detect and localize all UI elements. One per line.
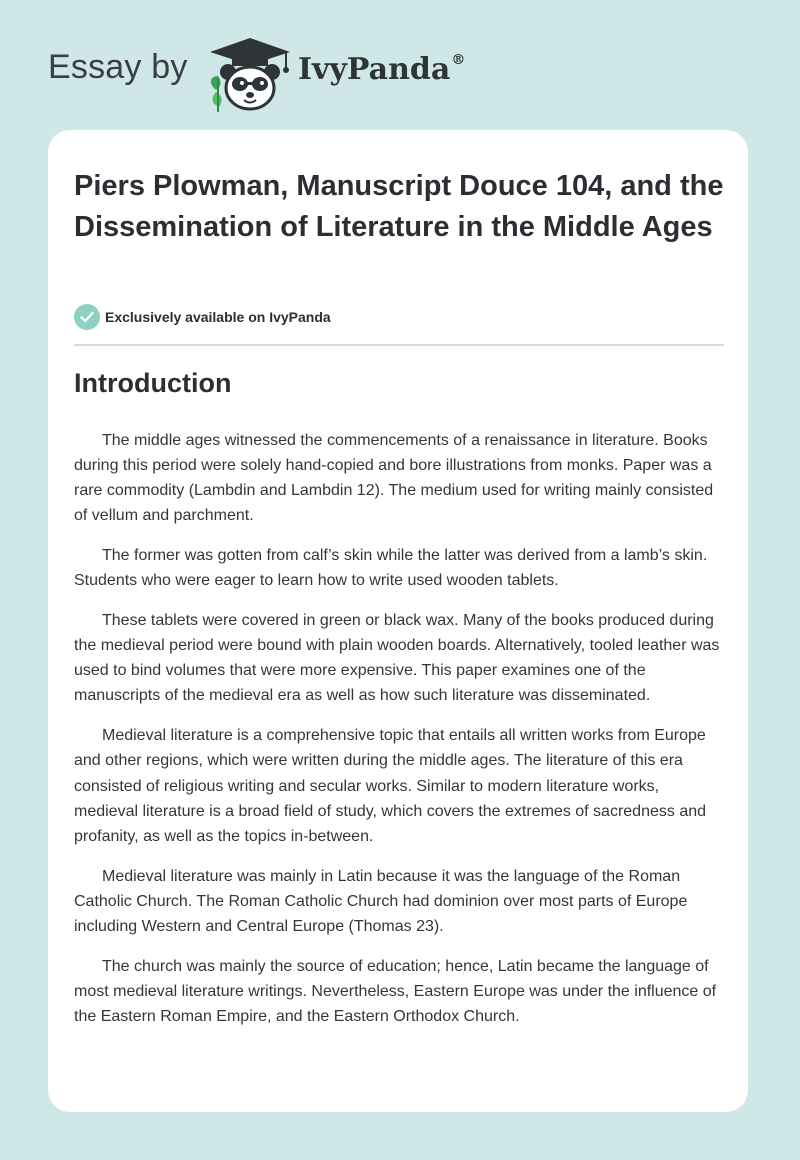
paragraph: The church was mainly the source of education; hence, Latin became the language of most medieval literature writings. Nevertheless, Eastern Europe was under the influence of the Eastern Roman Empire, and the Eastern Orthodox Church. bbox=[74, 957, 717, 1025]
brand-name-text: IvyPanda bbox=[298, 52, 451, 87]
essay-body bbox=[74, 428, 724, 1044]
panda-logo-icon[interactable] bbox=[202, 32, 298, 114]
paragraph: These tablets were covered in green or black wax. Many of the books produced during the medieval period were bound with plain wooden boards. Alternatively, tooled leather was used to bind volumes that were more expensive. This paper examines one of the manuscripts of the medieval era as well as how such literature was disseminated. bbox=[74, 612, 720, 705]
essay-title: Piers Plowman, Manuscript Douce 104, and the Dissemination of Literature in the Middle Ages bbox=[74, 170, 724, 243]
exclusive-label: Exclusively available on IvyPanda bbox=[105, 309, 331, 325]
brand-prefix: Essay by bbox=[48, 48, 188, 86]
brand-name[interactable] bbox=[298, 52, 465, 87]
essay-card bbox=[48, 130, 748, 1112]
paragraph: Medieval literature was mainly in Latin because it was the language of the Roman Catholic Church. The Roman Catholic Church had dominion over most parts of Europe including Western and Central Europe (Thomas 23). bbox=[74, 867, 688, 935]
paragraph: The former was gotten from calf’s skin while the latter was derived from a lamb’s skin. Students who were eager to learn how to write used wooden tablets. bbox=[74, 547, 708, 590]
registered-mark: ® bbox=[451, 52, 466, 68]
site-header bbox=[48, 28, 508, 118]
check-icon bbox=[74, 304, 100, 330]
divider bbox=[74, 344, 724, 346]
paragraph: The middle ages witnessed the commencements of a renaissance in literature. Books during this period were solely hand-copied and bore illustrations from monks. Paper was a rare commodity (Lambdin and Lambdin 12). The medium used for writing mainly consisted of vellum and parchment. bbox=[74, 432, 714, 525]
section-heading: Introduction bbox=[74, 368, 232, 398]
paragraph: Medieval literature is a comprehensive topic that entails all written works from Europe and other regions, which were written during the middle ages. The literature of this era consisted of religious writing and secular works. Similar to modern literature works, medieval literature is a broad field of study, which covers the extremes of sacredness and profanity, as well as the topics in-between. bbox=[74, 727, 707, 845]
exclusive-badge bbox=[74, 304, 331, 330]
ivy-leaf-icon bbox=[211, 76, 222, 112]
